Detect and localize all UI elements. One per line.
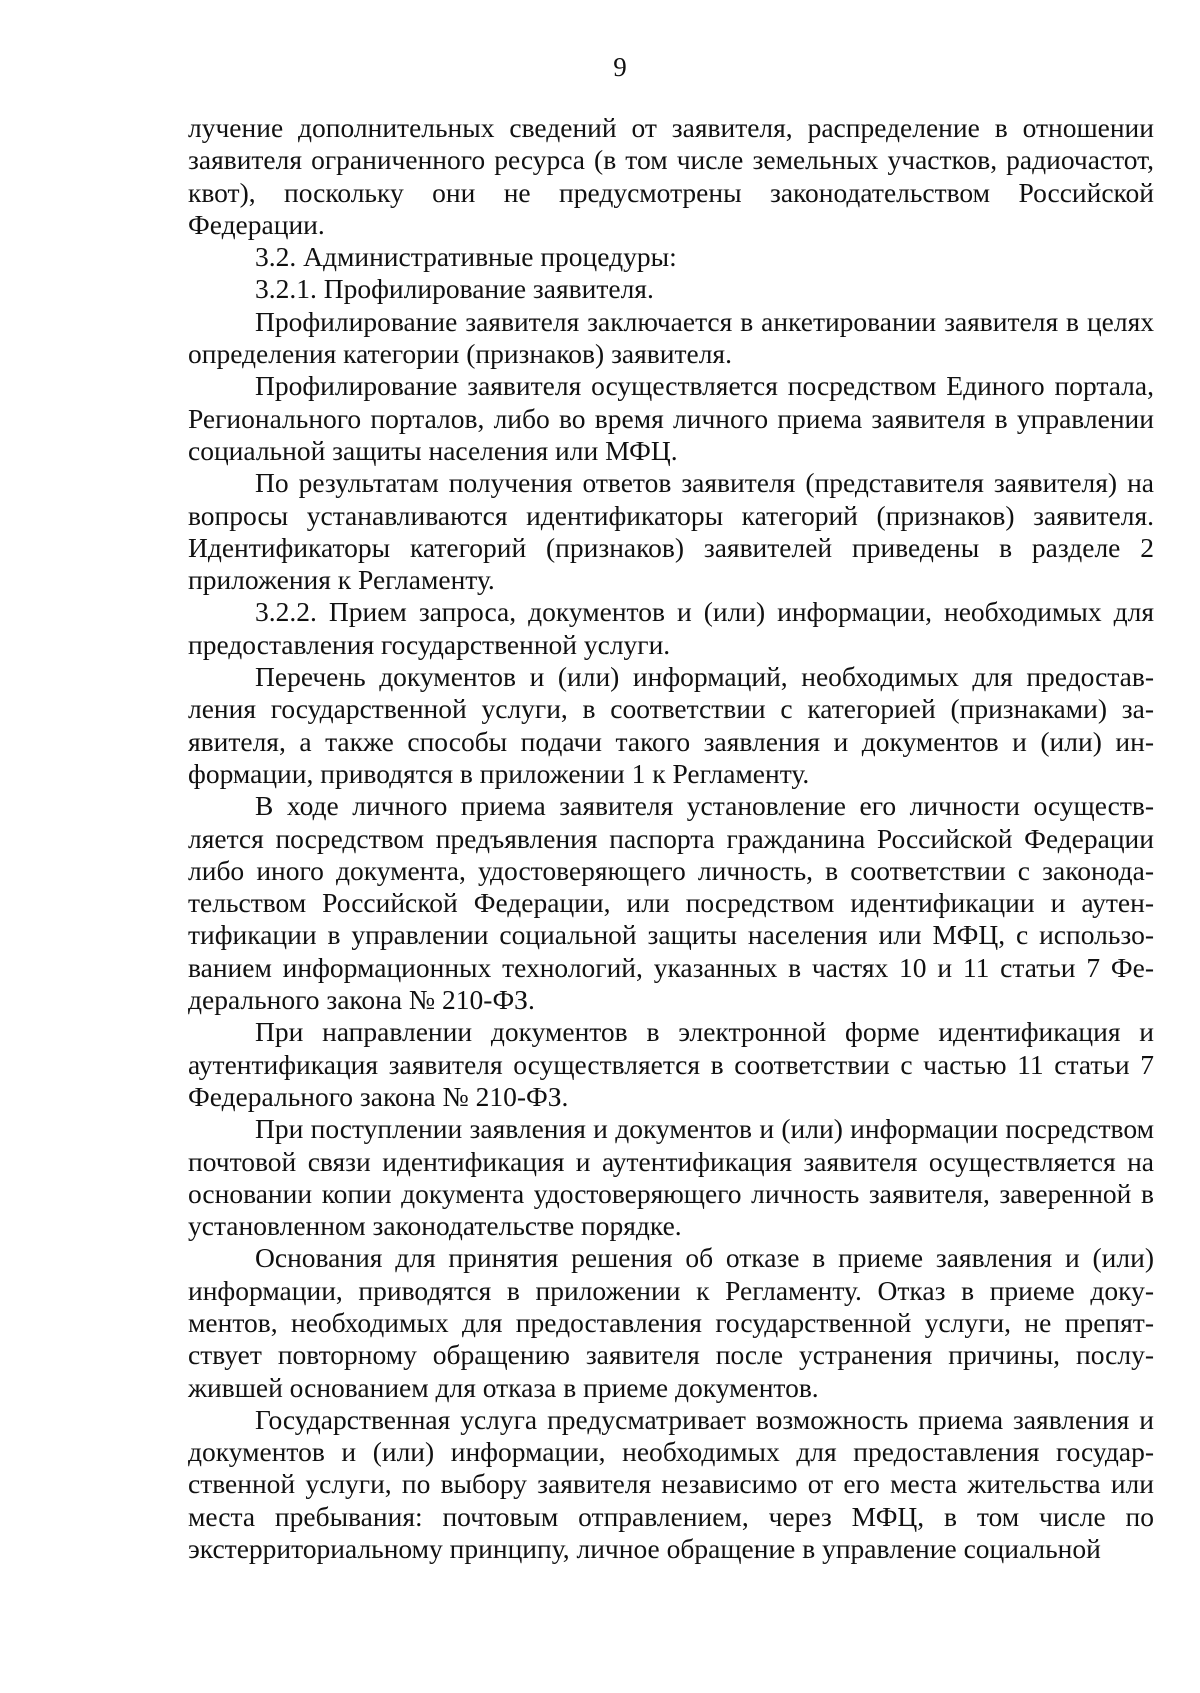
page-number: 9 — [613, 52, 627, 82]
paragraph: При направлении документов в электронной форме идентификация и аутентификация заявителя осуществляется в соответствии с частью 11 статьи 7 Федерального закона № 210-ФЗ. — [188, 1016, 1154, 1112]
paragraph: В ходе личного приема заявителя установление его личности осуществляется посредством предъявления паспорта гражданина Российской Федерации либо иного документа, удостоверяющего личность, в соответствии с законодательством Российской Федерации, или посредством идентификации и аутентификации в управлении социальной защиты населения или МФЦ, с использованием информационных технологий, указанных в частях 10 и 11 статьи 7 Федерального закона № 210-ФЗ. — [188, 790, 1154, 1016]
paragraph: Профилирование заявителя заключается в анкетировании заявителя в целях определения категории (признаков) заявителя. — [188, 305, 1154, 370]
paragraph-section-3-2-2: 3.2.2. Прием запроса, документов и (или) информации, необходимых для предоставления государственной услуги. — [188, 596, 1154, 660]
paragraph: При поступлении заявления и документов и (или) информации посредством почтовой связи идентификация и аутентификация заявителя осуществляется на основании копии документа удостоверяющего личность заявителя, заверенной в установленном законодательстве порядке. — [188, 1113, 1154, 1242]
paragraph: По результатам получения ответов заявителя (представителя заявителя) на вопросы устанавливаются идентификаторы категорий (признаков) заявителя. Идентификаторы категорий (признаков) заявителей приведены в разделе 2 приложения к Регламенту. — [188, 467, 1154, 596]
paragraph-continuation: лучение дополнительных сведений от заявителя, распределение в отношении заявителя ограниченного ресурса (в том числе земельных участков, радиочастот, квот), поскольку они не предусмотрены законодательством Российской Федерации. — [188, 112, 1154, 240]
paragraph: Перечень документов и (или) информаций, необходимых для предоставления государственной услуги, в соответствии с категорией (признаками) заявителя, а также способы подачи такого заявления и документов и (или) информации, приводятся в приложении 1 к Регламенту. — [188, 661, 1154, 789]
paragraph: Государственная услуга предусматривает возможность приема заявления и документов и (или) информации, необходимых для предоставления государственной услуги, по выбору заявителя независимо от его места жительства или места пребывания: почтовым отправлением, через МФЦ, в том числе по экстерриториальному принципу, личное обращение в управление социальной — [188, 1403, 1154, 1565]
paragraph-section-3-2-1: 3.2.1. Профилирование заявителя. — [255, 273, 654, 305]
document-body — [188, 112, 1154, 1565]
paragraph-section-3-2: 3.2. Административные процедуры: — [255, 241, 677, 273]
paragraph: Основания для принятия решения об отказе в приеме заявления и (или) информации, приводятся в приложении к Регламенту. Отказ в приеме документов, необходимых для предоставления государственной услуги, не препятствует повторному обращению заявителя после устранения причины, послужившей основанием для отказа в приеме документов. — [188, 1242, 1154, 1403]
paragraph: Профилирование заявителя осуществляется посредством Единого портала, Регионального порталов, либо во время личного приема заявителя в управлении социальной защиты населения или МФЦ. — [188, 370, 1154, 466]
